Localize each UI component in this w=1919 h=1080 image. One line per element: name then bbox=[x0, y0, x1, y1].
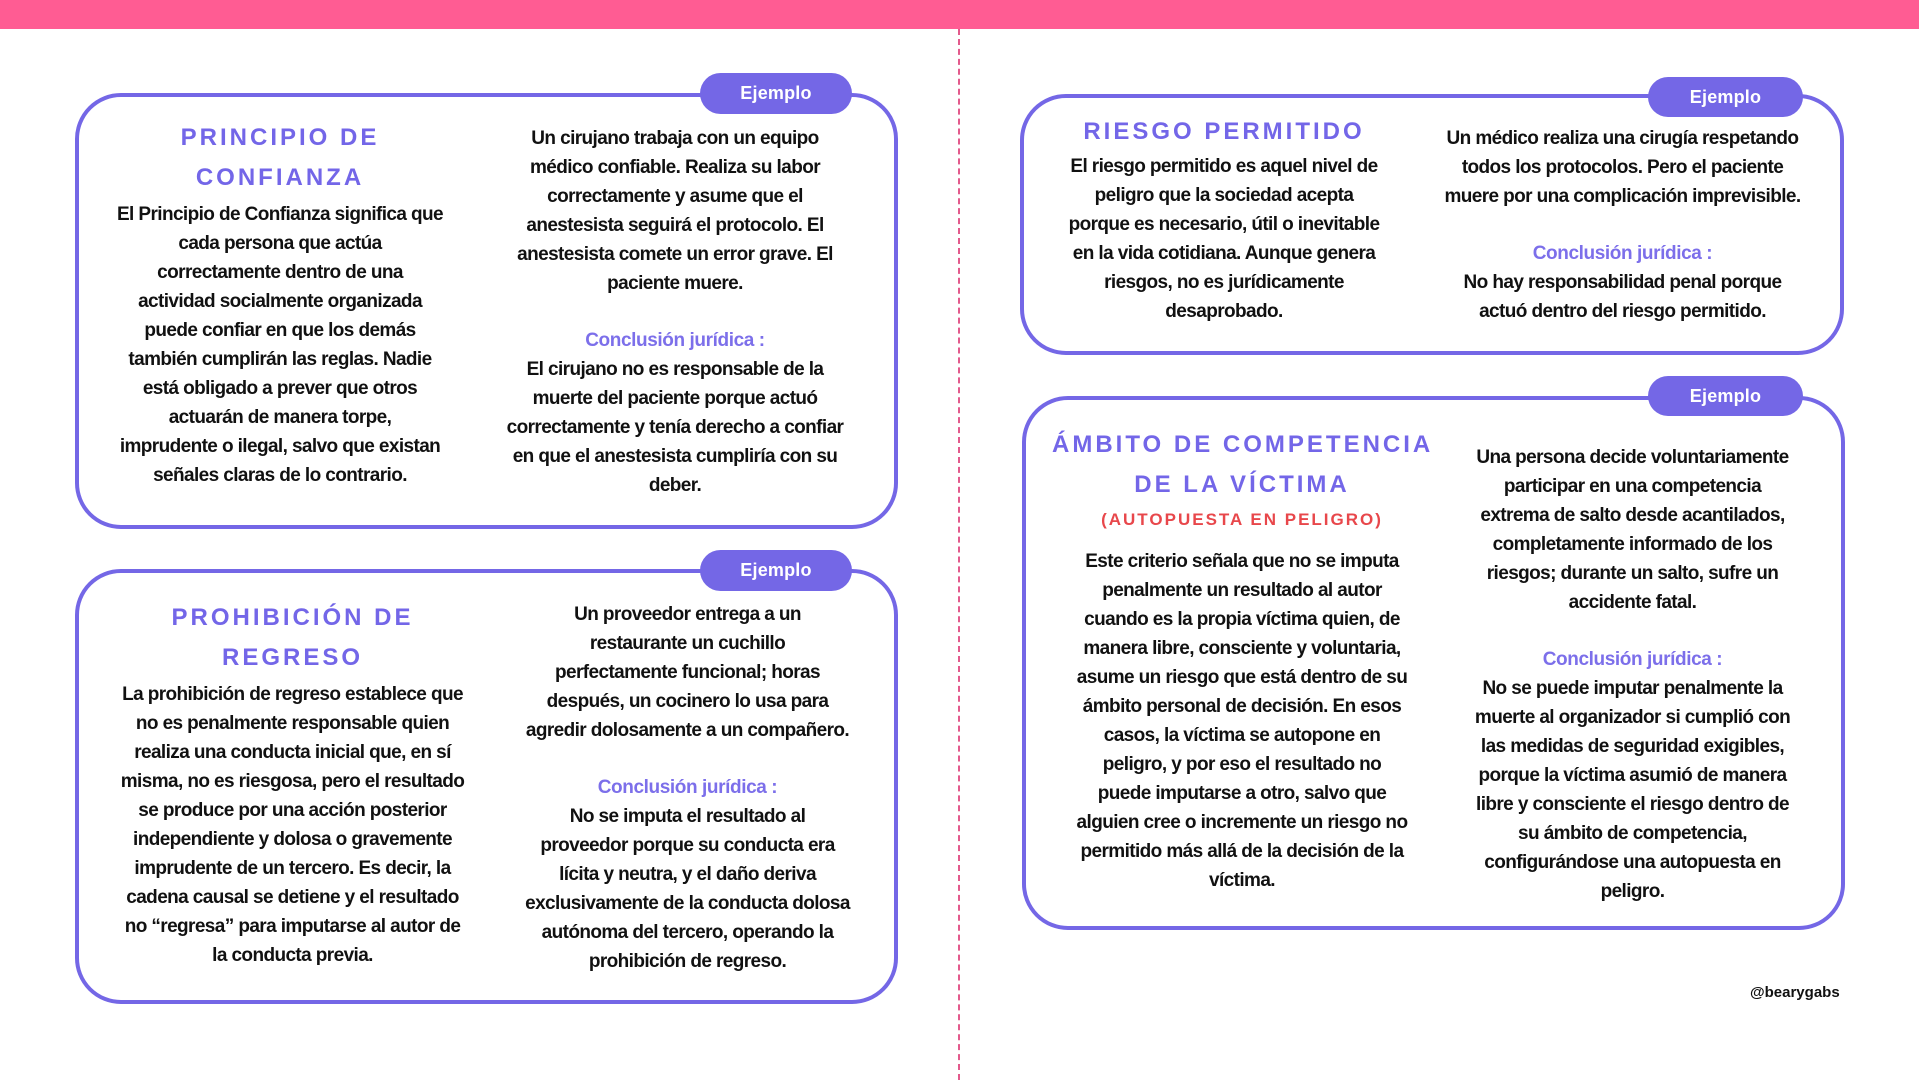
example-badge: Ejemplo bbox=[700, 73, 852, 114]
page-divider bbox=[958, 29, 960, 1080]
conclusion-text: No se imputa el resultado al proveedor porque su conducta era lícita y neutra, y el daño deriva exclusivamente de la conducta dolosa autónoma del tercero, operando la prohibición de regreso. bbox=[525, 806, 850, 972]
definition-column bbox=[100, 598, 485, 970]
conclusion-label: Conclusión jurídica : bbox=[1542, 649, 1723, 670]
example-column bbox=[1445, 443, 1820, 906]
conclusion-label: Conclusión jurídica : bbox=[597, 777, 778, 798]
conclusion-text: No hay responsabilidad penal porque actuó dentro del riesgo permitido. bbox=[1463, 272, 1782, 322]
conclusion-label: Conclusión jurídica : bbox=[585, 330, 765, 351]
definition-column bbox=[1044, 112, 1404, 326]
example-text: Un cirujano trabaja con un equipo médico confiable. Realiza su labor correctamente y asume que el anestesista seguirá el protocolo. El anestesista comete un error grave. El paciente muere. bbox=[517, 128, 833, 294]
example-column bbox=[480, 124, 870, 500]
example-column bbox=[495, 600, 880, 976]
card-subtitle: (AUTOPUESTA EN PELIGRO) bbox=[1101, 510, 1383, 529]
example-text: Un médico realiza una cirugía respetando todos los protocolos. Pero el paciente muere por una complicación imprevisible. bbox=[1444, 128, 1801, 207]
author-handle: @bearygabs bbox=[1750, 984, 1840, 1001]
conclusion-text: No se puede imputar penalmente la muerte al organizador si cumplió con las medidas de seguridad exigibles, porque la víctima asumió de manera libre y consciente el riesgo dentro de su ámbito de competencia, configurándose una autopuesta en peligro. bbox=[1474, 678, 1791, 902]
definition-text: El riesgo permitido es aquel nivel de peligro que la sociedad acepta porque es necesario, útil o inevitable en la vida cotidiana. Aunque genera riesgos, no es jurídicamente desaprobado. bbox=[1068, 156, 1380, 322]
definition-text: La prohibición de regreso establece que no es penalmente responsable quien realiza una conducta inicial que, en sí misma, no es riesgosa, pero el resultado se produce por una acción posterior independiente y dolosa o gravemente imprudente de un tercero. Es decir, la cadena causal se detiene y el resultado no “regresa” para imputarse al autor de la conducta previa. bbox=[120, 684, 465, 966]
conclusion-label: Conclusión jurídica : bbox=[1532, 243, 1713, 264]
example-column bbox=[1420, 124, 1825, 326]
example-text: Un proveedor entrega a un restaurante un cuchillo perfectamente funcional; horas después, un cocinero lo usa para agredir dolosamente a un compañero. bbox=[525, 604, 850, 741]
card-title: PRINCIPIO DE CONFIANZA bbox=[180, 124, 380, 191]
definition-text: El Principio de Confianza significa que cada persona que actúa correctamente dentro de una actividad socialmente organizada puede confiar en que los demás también cumplirán las reglas. Nadie está obligado a prever que otros actuarán de manera torpe, imprudente o ilegal, salvo que existan señales claras de lo contrario. bbox=[116, 204, 444, 486]
definition-column bbox=[95, 118, 465, 490]
card-title: ÁMBITO DE COMPETENCIA DE LA VÍCTIMA bbox=[1052, 431, 1434, 498]
example-badge: Ejemplo bbox=[700, 550, 852, 591]
definition-column bbox=[1052, 425, 1432, 895]
card-title: RIESGO PERMITIDO bbox=[1083, 118, 1365, 145]
top-accent-bar bbox=[0, 0, 1919, 29]
definition-text: Este criterio señala que no se imputa penalmente un resultado al autor cuando es la propia víctima quien, de manera libre, consciente y voluntaria, asume un riesgo que está dentro de su ámbito personal de decisión. En esos casos, la víctima se autopone en peligro, y por eso el resultado no puede imputarse a otro, salvo que alguien cree o incremente un riesgo no permitido más allá de la decisión de la víctima. bbox=[1076, 551, 1408, 891]
card-title: PROHIBICIÓN DE REGRESO bbox=[171, 604, 414, 671]
conclusion-text: El cirujano no es responsable de la muerte del paciente porque actuó correctamente y tenía derecho a confiar en que el anestesista cumpliría con su deber. bbox=[506, 359, 844, 496]
example-badge: Ejemplo bbox=[1648, 376, 1803, 416]
example-badge: Ejemplo bbox=[1648, 77, 1803, 117]
example-text: Una persona decide voluntariamente participar en una competencia extrema de salto desde acantilados, completamente informado de los riesgos; durante un salto, sufre un accidente fatal. bbox=[1476, 447, 1789, 613]
